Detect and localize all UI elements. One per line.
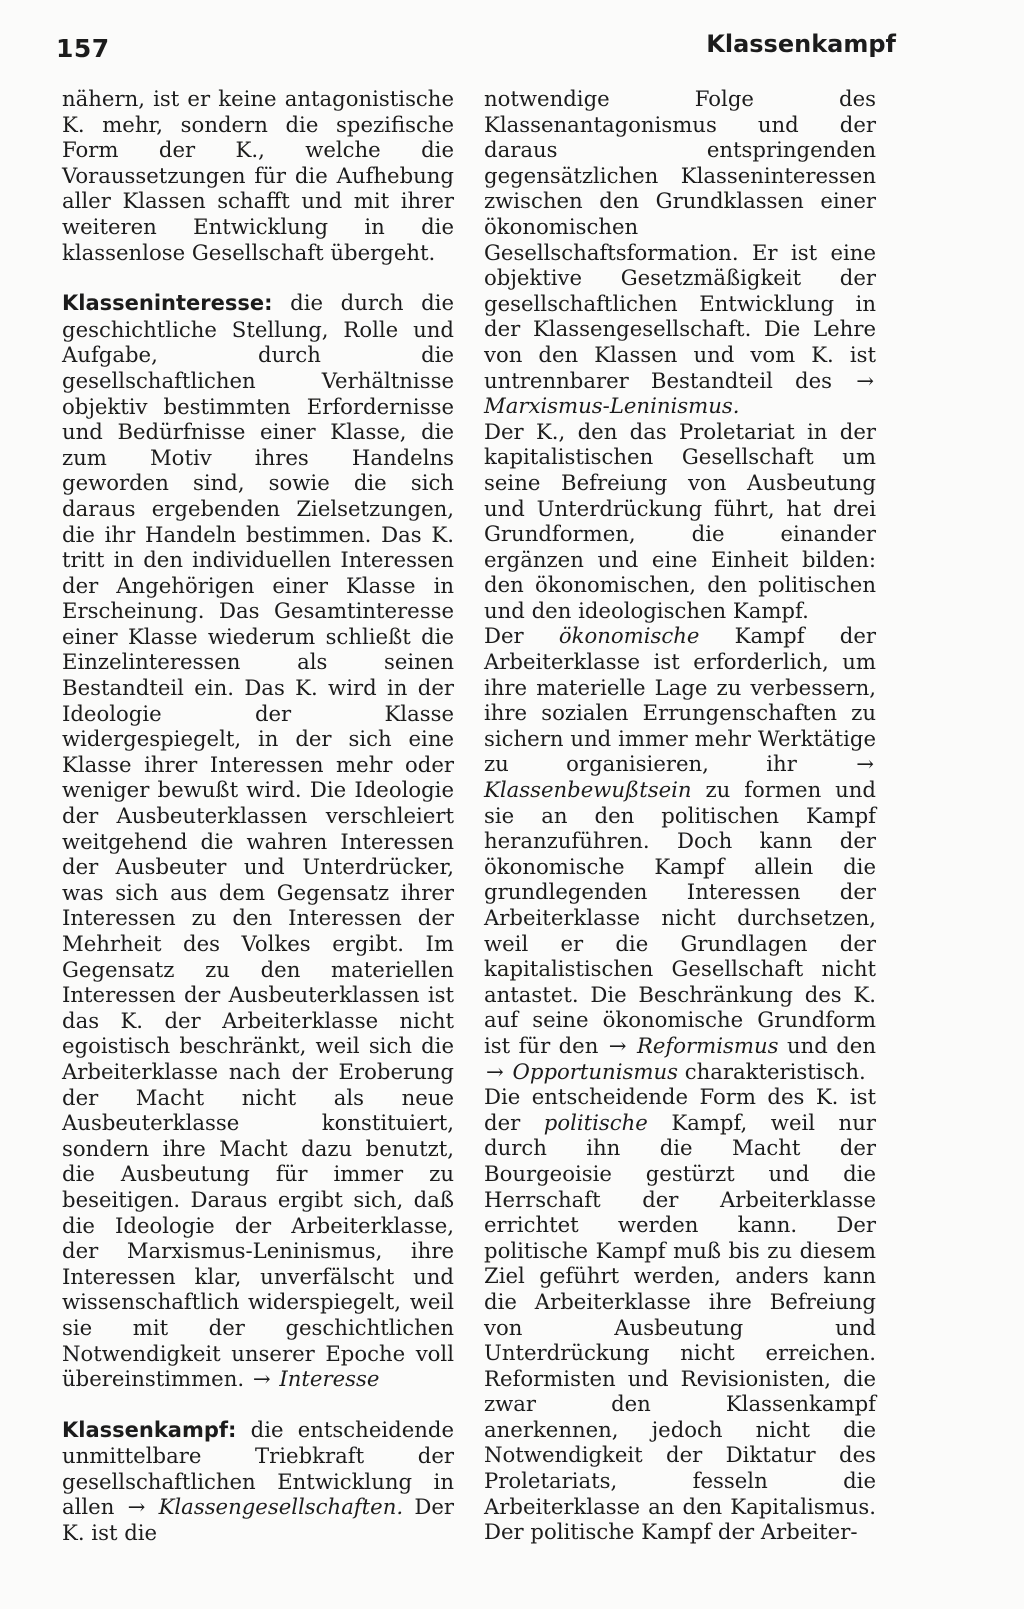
paragraph-text: charakteristisch. (684, 1058, 866, 1084)
entry-text-continued: Der K. ist die (62, 1494, 454, 1546)
cross-reference-klassenbewusstsein[interactable]: Klassenbewußtsein (484, 777, 692, 803)
cross-reference-opportunismus[interactable]: Opportunismus (512, 1058, 678, 1084)
cross-reference-arrow-icon: → (486, 1058, 504, 1084)
cross-reference-arrow-icon: → (252, 1366, 271, 1392)
cross-reference-arrow-icon: → (608, 1032, 627, 1058)
cross-reference-klassengesellschaften[interactable]: Klassengesellschaften. (158, 1494, 404, 1520)
paragraph-text: zu formen und sie an den politischen Kampf heranzuführen. Doch kann der ökonomische Kampf allein die grundlegenden Interessen der Arbeiterklasse nicht durchsetzen, weil er die Grundlagen der kapitalistischen Gesellschaft nicht antastet. Die Beschränkung des K. auf seine ökonomische Grundform ist für den (484, 777, 876, 1058)
paragraph-text: notwendige Folge des Klassenantagonismus und der daraus entspringenden gegensätzlichen Klasseninteressen zwischen den Grundklassen einer ökonomischen Gesellschaftsformation. Er ist eine objektive Gesetzmäßigkeit der gesellschaftlichen Entwicklung in der Klassengesellschaft. Die Lehre von den Klassen und vom K. ist untrennbarer Bestandteil des (484, 86, 876, 393)
running-head: Klassenkampf (706, 30, 896, 58)
entry-text: die entscheidende unmittelbare Triebkraft der gesellschaftlichen Entwicklung in allen (62, 1416, 454, 1520)
cross-reference-arrow-icon: → (856, 367, 874, 393)
cross-reference-arrow-icon: → (856, 751, 874, 777)
paragraph-oekonomischer-kampf (484, 623, 876, 1084)
lemma-klassenkampf: Klassenkampf: (62, 1417, 237, 1442)
cross-reference-reformismus[interactable]: Reformismus (636, 1032, 779, 1058)
left-column (62, 86, 454, 1546)
paragraph-text: Der (484, 623, 524, 649)
page-number: 157 (56, 34, 110, 63)
emphasis-politische: politische (543, 1109, 648, 1135)
cross-reference-arrow-icon: → (127, 1494, 146, 1520)
entry-klasseninteresse (62, 290, 454, 1392)
paragraph-text: Kampf, weil nur durch ihn die Macht der Bourgeoisie gestürzt und die Herrschaft der Arbeiterklasse errichtet werden kann. Der politische Kampf muß bis zu diesem Ziel geführt werden, anders kann die Arbeiterklasse ihre Befreiung von Ausbeutung und Unterdrückung nicht erreichen. Reformisten und Revisionisten, die zwar den Klassenkampf anerkennen, jedoch nicht die Notwendigkeit der Diktatur des Proletariats, fesseln die Arbeiterklasse an den Kapitalismus. Der politische Kampf der Arbeiter- (484, 1109, 876, 1545)
right-column (484, 86, 876, 1545)
paragraph-text: Die entscheidende Form des K. ist der (484, 1084, 876, 1135)
entry-text: die durch die geschichtliche Stellung, Rolle und Aufgabe, durch die gesellschaftlichen Verhältnisse objektiv bestimmten Erfordernisse und Bedürfnisse einer Klasse, die zum Motiv ihres Handelns geworden sind, sowie die sich daraus ergebenden Zielsetzungen, die ihr Handeln bestimmen. Das K. tritt in den individuellen Interessen der Angehörigen einer Klasse in Erscheinung. Das Gesamtinteresse einer Klasse wiederum schließt die Einzelinteressen als seinen Bestandteil ein. Das K. wird in der Ideologie der Klasse widergespiegelt, in der sich eine Klasse ihrer Interessen mehr oder weniger bewußt wird. Die Ideologie der Ausbeuterklassen verschleiert weitgehend die wahren Interessen der Ausbeuter und Unterdrücker, was sich aus dem Gegensatz ihrer Interessen zu den Interessen der Mehrheit des Volkes ergibt. Im Gegensatz zu den materiellen Interessen der Ausbeuterklassen ist das K. der Arbeiterklasse nicht egoistisch beschränkt, weil sich die Arbeiterklasse nach der Eroberung der Macht nicht als neue Ausbeuterklasse konstituiert, sondern ihre Macht dazu benutzt, die Ausbeutung für immer zu beseitigen. Daraus ergibt sich, daß die Ideologie der Arbeiterklasse, der Marxismus-Leninismus, ihre Interessen klar, unverfälscht und wissenschaftlich widerspiegelt, weil sie mit der geschichtlichen Notwendigkeit unserer Epoche voll übereinstimmen. (62, 290, 454, 1392)
paragraph-text: und den (786, 1032, 876, 1058)
paragraph-grundformen: Der K., den das Proletariat in der kapitalistischen Gesellschaft um seine Befreiung von Ausbeutung und Unterdrückung führt, hat drei Grundformen, die einander ergänzen und eine Einheit bilden: den ökonomischen, den politischen und den ideologischen Kampf. (484, 418, 876, 623)
continuation-paragraph: nähern, ist er keine antagonistische K. mehr, sondern die spezifische Form der K., welche die Voraussetzungen für die Aufhebung aller Klassen schafft und mit ihrer weiteren Entwicklung in die klassenlose Gesellschaft übergeht. (62, 86, 454, 265)
entry-klassenkampf (62, 1417, 454, 1546)
lemma-klasseninteresse: Klasseninteresse: (62, 291, 273, 316)
emphasis-oekonomische: ökonomische (558, 623, 700, 649)
paragraph-politischer-kampf (484, 1084, 876, 1545)
cross-reference-interesse[interactable]: Interesse (279, 1366, 380, 1392)
paragraph-text: Kampf der Arbeiterklasse ist erforderlich, um ihre materielle Lage zu verbessern, ihre sozialen Errungenschaften zu sichern und immer mehr Werktätige zu organisieren, ihr (484, 623, 876, 777)
cross-reference-marxismus-leninismus[interactable]: Marxismus-Leninismus. (484, 393, 740, 419)
paragraph-folge (484, 86, 876, 419)
